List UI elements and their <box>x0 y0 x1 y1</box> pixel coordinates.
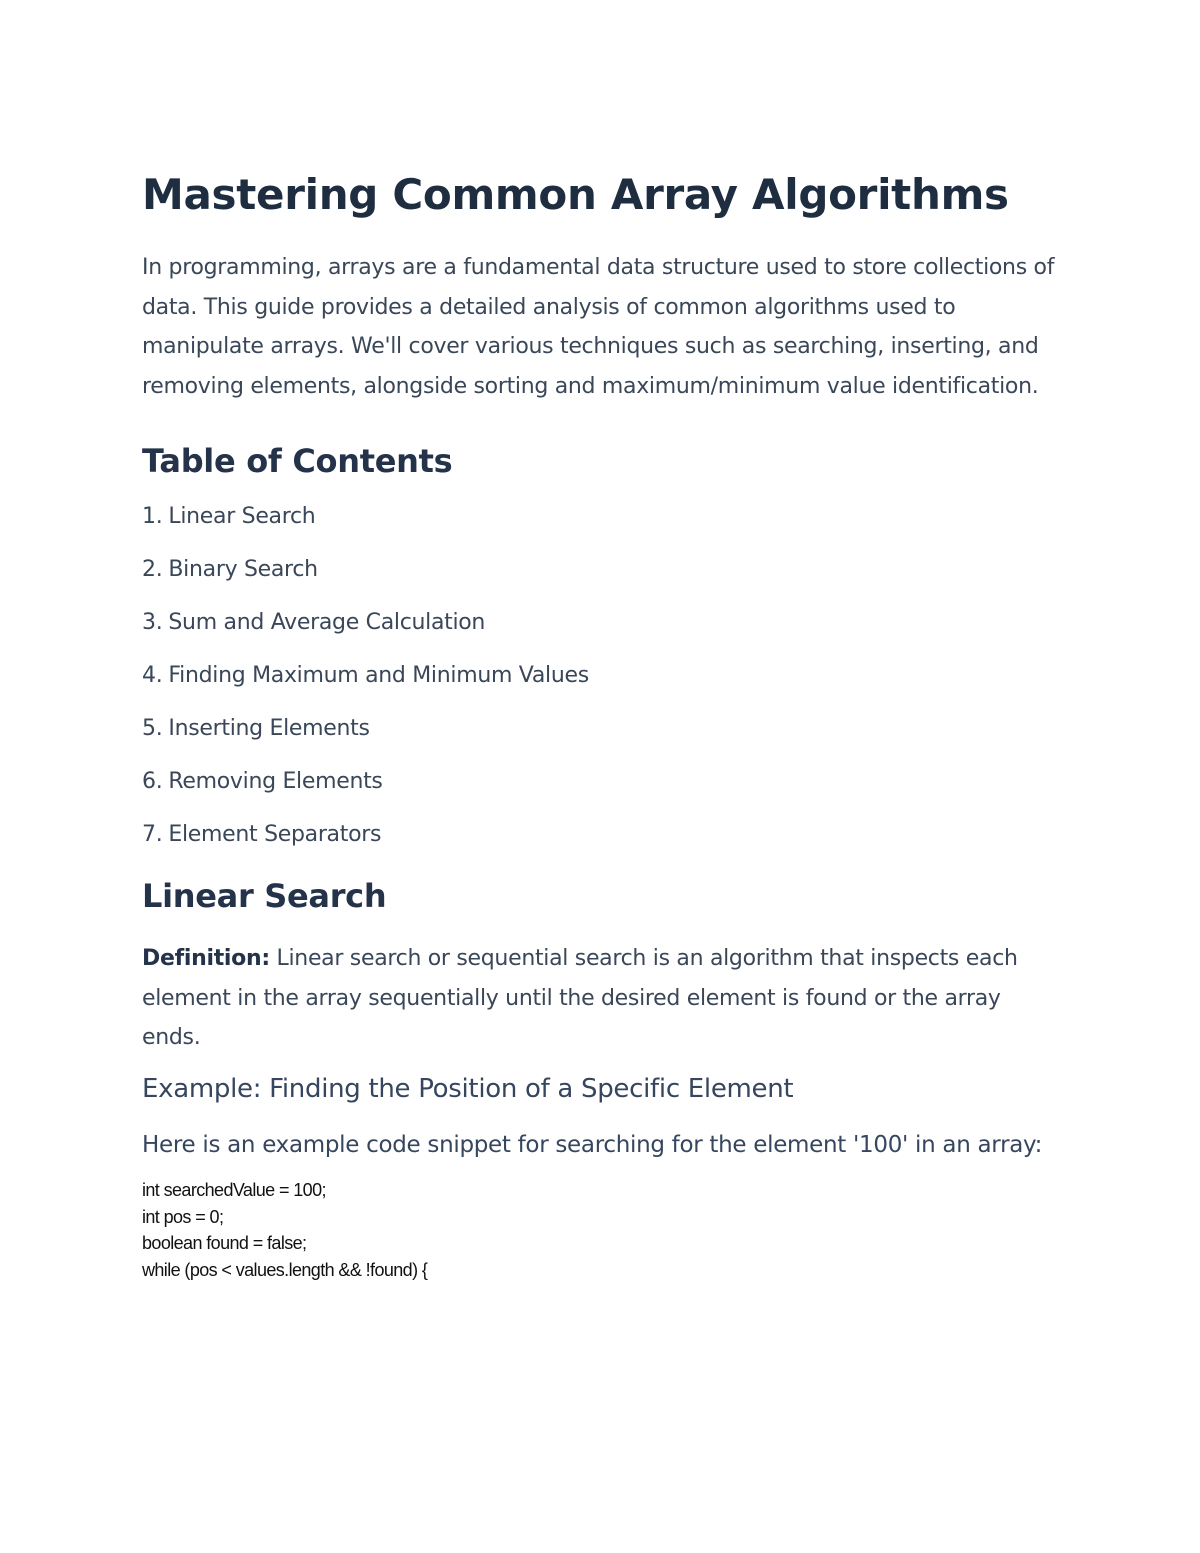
toc-item-number: 3. <box>142 610 163 635</box>
linear-search-heading: Linear Search <box>142 877 387 915</box>
toc-item-removing[interactable] <box>142 769 1062 795</box>
example-heading: Example: Finding the Position of a Specific Element <box>142 1073 794 1104</box>
code-line: int searchedValue = 100; <box>142 1180 326 1200</box>
toc-item-number: 7. <box>142 822 163 847</box>
definition-label: Definition: <box>142 946 270 971</box>
toc-item-label: Sum and Average Calculation <box>168 610 486 635</box>
code-line: int pos = 0; <box>142 1206 224 1227</box>
toc-item-label: Element Separators <box>168 822 382 847</box>
toc-item-separators[interactable] <box>142 822 1062 848</box>
toc-item-number: 2. <box>142 557 163 582</box>
code-line: boolean found = false; <box>142 1233 307 1253</box>
example-paragraph: Here is an example code snippet for searching for the element '100' in an array: <box>142 1131 1043 1158</box>
toc-item-label: Finding Maximum and Minimum Values <box>168 663 589 688</box>
toc-heading: Table of Contents <box>142 442 453 480</box>
toc-item-number: 6. <box>142 769 163 794</box>
toc-item-label: Linear Search <box>168 504 316 529</box>
toc-item-binary-search[interactable] <box>142 557 1062 583</box>
toc-item-max-min[interactable] <box>142 663 1062 689</box>
table-of-contents <box>142 504 1062 848</box>
intro-paragraph: In programming, arrays are a fundamental data structure used to store collections of data. This guide provides a detailed analysis of common algorithms used to manipulate arrays. We'll cover various techniques such as searching, inserting, and removing elements, alongside sorting and maximum/minimum value identification. <box>142 255 1055 399</box>
toc-item-linear-search[interactable] <box>142 504 1062 530</box>
toc-item-inserting[interactable] <box>142 716 1062 742</box>
document-page <box>142 168 1062 1283</box>
document-title: Mastering Common Array Algorithms <box>142 170 1009 219</box>
toc-item-label: Removing Elements <box>168 769 383 794</box>
definition-paragraph <box>142 939 1062 1058</box>
toc-item-label: Binary Search <box>168 557 318 582</box>
toc-item-number: 4. <box>142 663 163 688</box>
code-snippet <box>142 1177 1062 1283</box>
toc-item-number: 1. <box>142 504 163 529</box>
code-line: while (pos < values.length && !found) { <box>142 1259 428 1280</box>
toc-item-label: Inserting Elements <box>168 716 370 741</box>
toc-item-sum-average[interactable] <box>142 610 1062 636</box>
toc-item-number: 5. <box>142 716 163 741</box>
definition-text: Linear search or sequential search is an algorithm that inspects each element in the array sequentially until the desired element is found or the array ends. <box>142 946 1018 1050</box>
